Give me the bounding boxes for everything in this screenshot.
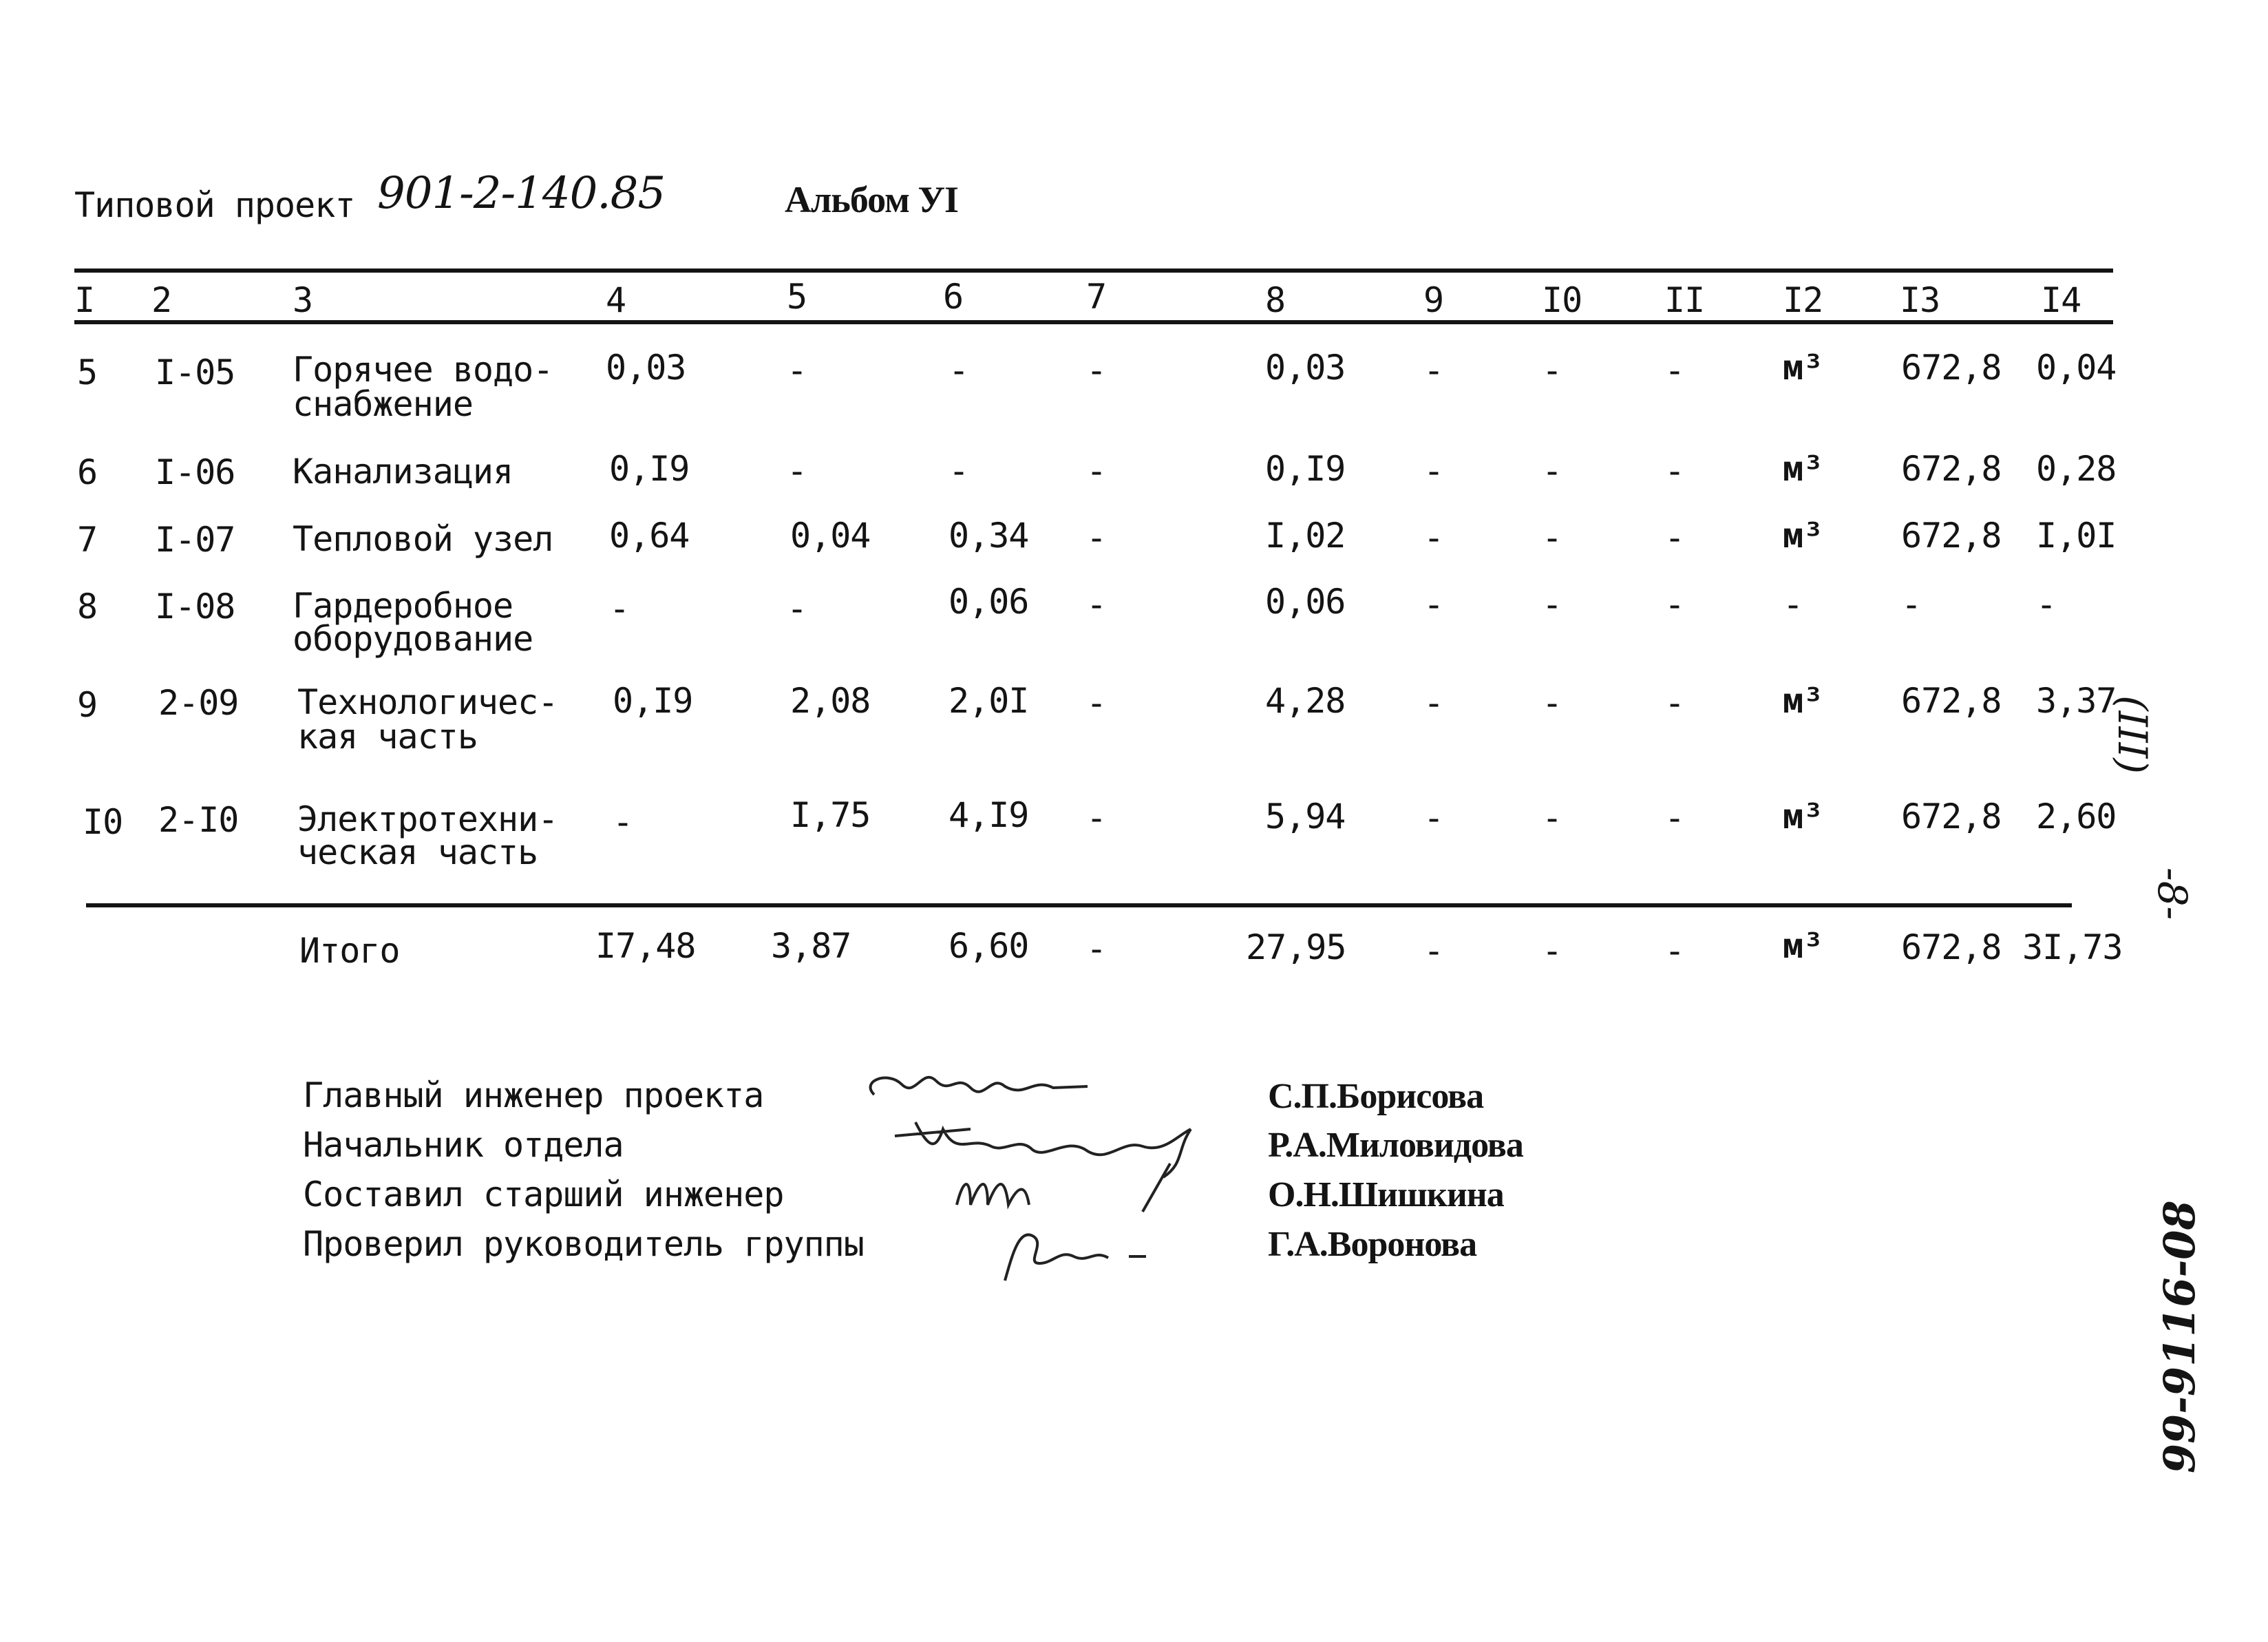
row-title-line: Горячее водо-	[293, 350, 553, 390]
cell-col5: -	[787, 589, 807, 629]
cell-col13: 672,8	[1901, 681, 2002, 721]
cell-col8: I,02	[1265, 516, 1346, 556]
column-header: 2	[151, 280, 172, 320]
cell-unit: -	[1783, 585, 1803, 624]
total-col8: 27,95	[1246, 927, 1346, 967]
signature-name: Г.А.Воронова	[1268, 1225, 1477, 1264]
cell-col4: -	[613, 802, 633, 842]
cell-col14: -	[2036, 585, 2057, 624]
column-header: I	[74, 280, 95, 320]
cell-col10: -	[1542, 683, 1562, 723]
cell-col5: -	[787, 350, 807, 390]
cell-col7: -	[1086, 585, 1107, 624]
row-number: 7	[77, 520, 98, 560]
project-number: 901-2-140.85	[377, 168, 666, 219]
cell-unit: м³	[1783, 516, 1823, 556]
cell-col11: -	[1664, 451, 1685, 491]
row-code: I-06	[155, 452, 235, 492]
cell-col9: -	[1423, 585, 1444, 624]
signature-name: С.П.Борисова	[1268, 1077, 1484, 1116]
row-code: I-07	[155, 520, 235, 560]
cell-col7: -	[1086, 798, 1107, 838]
row-number: 6	[77, 452, 98, 492]
cell-col11: -	[1664, 350, 1685, 390]
cell-col7: -	[1086, 518, 1107, 558]
column-header: 4	[606, 280, 626, 320]
page-number: -8-	[2149, 867, 2196, 920]
cell-col5: 0,04	[790, 516, 871, 556]
row-title-line: ческая часть	[297, 832, 538, 872]
cell-unit: м³	[1783, 681, 1823, 721]
total-col9: -	[1423, 931, 1444, 971]
row-number: I0	[83, 802, 123, 842]
cell-col14: 0,28	[2036, 449, 2117, 489]
cell-col8: 0,03	[1265, 348, 1346, 388]
cell-col5: I,75	[790, 795, 871, 835]
cell-col6: 2,0I	[948, 681, 1029, 721]
cell-col5: -	[787, 451, 807, 491]
row-title-line: Тепловой узел	[293, 519, 553, 559]
column-header: 5	[787, 277, 807, 317]
total-col4: I7,48	[595, 926, 696, 966]
row-number: 5	[77, 352, 98, 392]
cell-col5: 2,08	[790, 681, 871, 721]
column-header: 8	[1265, 280, 1286, 320]
cell-col10: -	[1542, 451, 1562, 491]
total-unit: м³	[1783, 926, 1823, 966]
cell-col14: 3,37	[2036, 681, 2117, 721]
row-title-line: кая часть	[297, 717, 478, 757]
table-top-rule	[74, 269, 2113, 273]
cell-col9: -	[1423, 683, 1444, 723]
cell-col8: 0,I9	[1265, 449, 1346, 489]
row-title-line: снабжение	[293, 384, 473, 424]
row-code: I-05	[155, 352, 235, 392]
cell-col4: 0,I9	[609, 449, 690, 489]
cell-col6: 4,I9	[948, 795, 1029, 835]
row-code: 2-I0	[158, 800, 239, 840]
row-number: 8	[77, 587, 98, 627]
cell-col7: -	[1086, 683, 1107, 723]
cell-col10: -	[1542, 518, 1562, 558]
signature-name: Р.А.Миловидова	[1268, 1126, 1523, 1165]
cell-col13: 672,8	[1901, 516, 2002, 556]
total-col14: 3I,73	[2022, 927, 2123, 967]
cell-col10: -	[1542, 798, 1562, 838]
signature-role: Проверил руководитель группы	[303, 1224, 864, 1264]
cell-col9: -	[1423, 798, 1444, 838]
row-title-line: Канализация	[293, 452, 513, 492]
cell-col8: 5,94	[1265, 797, 1346, 836]
signature-role: Начальник отдела	[303, 1125, 624, 1165]
header-bottom-rule	[74, 320, 2113, 324]
cell-col4: 0,I9	[613, 681, 693, 721]
cell-col9: -	[1423, 451, 1444, 491]
total-col6: 6,60	[948, 926, 1029, 966]
handwritten-signature-1	[860, 1060, 1149, 1115]
signature-role: Составил старший инженер	[303, 1175, 784, 1214]
cell-col9: -	[1423, 518, 1444, 558]
inventory-number: 99-9116-08	[2154, 1200, 2205, 1473]
signature-name: О.Н.Шишкина	[1268, 1175, 1504, 1214]
cell-col10: -	[1542, 585, 1562, 624]
cell-col14: I,0I	[2036, 516, 2117, 556]
cell-col13: 672,8	[1901, 449, 2002, 489]
row-code: 2-09	[158, 683, 239, 723]
cell-col14: 0,04	[2036, 348, 2117, 388]
cell-col4: 0,03	[606, 348, 686, 388]
cell-col6: -	[948, 350, 969, 390]
project-label: Типовой проект	[74, 185, 355, 225]
total-col10: -	[1542, 931, 1562, 971]
cell-col6: 0,34	[948, 516, 1029, 556]
cell-col11: -	[1664, 798, 1685, 838]
cell-col4: -	[609, 589, 630, 629]
cell-col11: -	[1664, 683, 1685, 723]
cell-col13: -	[1901, 585, 1922, 624]
row-number: 9	[77, 685, 98, 725]
total-col5: 3,87	[771, 926, 851, 966]
cell-col11: -	[1664, 518, 1685, 558]
cell-col8: 0,06	[1265, 582, 1346, 622]
sheet-mark: (III)	[2109, 695, 2156, 774]
column-header: 6	[943, 277, 964, 317]
handwritten-signature-4	[991, 1215, 1170, 1291]
total-label: Итого	[299, 931, 400, 971]
cell-col4: 0,64	[609, 516, 690, 556]
cell-unit: м³	[1783, 449, 1823, 489]
row-title-line: Технологичес-	[297, 682, 558, 722]
cell-col13: 672,8	[1901, 348, 2002, 388]
row-code: I-08	[155, 587, 235, 627]
cell-col7: -	[1086, 350, 1107, 390]
cell-col6: -	[948, 451, 969, 491]
cell-unit: м³	[1783, 797, 1823, 836]
cell-col8: 4,28	[1265, 681, 1346, 721]
signature-role: Главный инженер проекта	[303, 1075, 764, 1115]
column-header: I3	[1900, 280, 1940, 320]
column-header: 3	[293, 280, 313, 320]
cell-unit: м³	[1783, 348, 1823, 388]
column-header: II	[1664, 280, 1705, 320]
cell-col10: -	[1542, 350, 1562, 390]
row-title-line: Гардеробное	[293, 586, 513, 626]
total-col11: -	[1664, 931, 1685, 971]
cell-col6: 0,06	[948, 582, 1029, 622]
cell-col13: 672,8	[1901, 797, 2002, 836]
cell-col9: -	[1423, 350, 1444, 390]
cell-col11: -	[1664, 585, 1685, 624]
cell-col7: -	[1086, 451, 1107, 491]
row-title-line: Электротехни-	[297, 799, 558, 839]
column-header: I0	[1542, 280, 1582, 320]
total-col7: -	[1086, 929, 1107, 969]
column-header: I4	[2041, 280, 2081, 320]
album-label: Альбом УI	[785, 179, 959, 220]
cell-col14: 2,60	[2036, 797, 2117, 836]
column-header: 9	[1423, 280, 1444, 320]
column-header: 7	[1086, 277, 1107, 317]
total-rule	[86, 903, 2072, 907]
row-title-line: оборудование	[293, 619, 533, 659]
total-col13: 672,8	[1901, 927, 2002, 967]
column-header: I2	[1783, 280, 1823, 320]
